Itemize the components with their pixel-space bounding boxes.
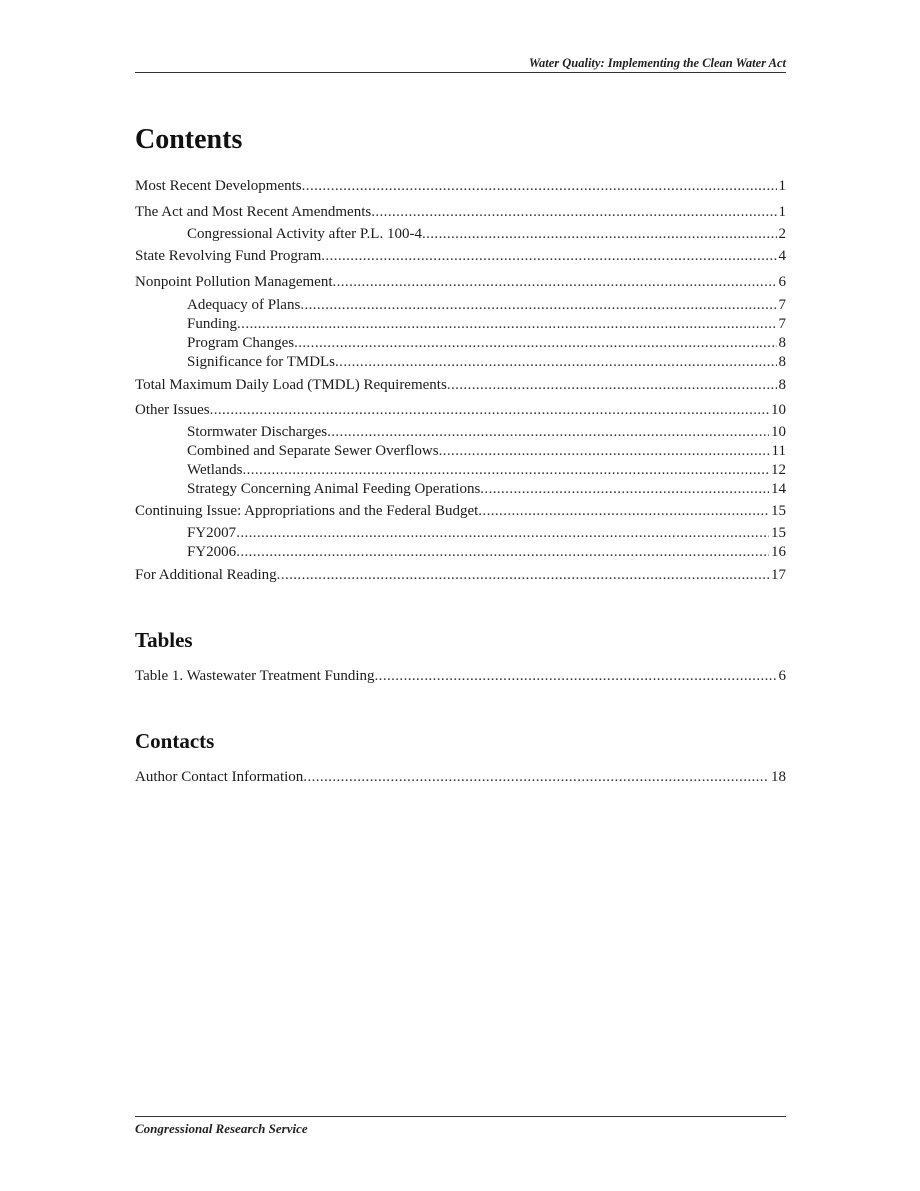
toc-entry-page: 8	[778, 335, 786, 351]
toc-subentry[interactable]	[187, 480, 786, 498]
dot-leader	[422, 225, 777, 243]
toc-subentry[interactable]	[187, 461, 786, 479]
toc-entry-page: 6	[778, 274, 786, 290]
dot-leader	[236, 524, 769, 542]
toc-entry-page: 10	[771, 402, 786, 418]
toc-entry-page: 18	[771, 769, 786, 785]
dot-leader	[303, 768, 769, 786]
toc-entry-page: 17	[771, 567, 786, 583]
toc-entry[interactable]	[135, 247, 786, 265]
toc-entry-title: Stormwater Discharges	[187, 424, 328, 440]
toc-entry-title: The Act and Most Recent Amendments	[135, 204, 372, 220]
toc-entry[interactable]	[135, 768, 786, 786]
header-rule	[135, 72, 786, 73]
dot-leader	[300, 296, 776, 314]
toc-entry-title: Most Recent Developments	[135, 178, 302, 194]
toc-entry-page: 14	[771, 481, 786, 497]
toc-entry-page: 12	[771, 462, 786, 478]
contents-heading: Contents	[135, 124, 243, 155]
toc-entry-page: 10	[771, 424, 786, 440]
toc-subentry[interactable]	[187, 524, 786, 542]
tables-heading: Tables	[135, 628, 193, 652]
document-page	[135, 0, 786, 1191]
dot-leader	[335, 353, 776, 371]
toc-entry-page: 7	[778, 297, 786, 313]
dot-leader	[478, 502, 769, 520]
dot-leader	[371, 203, 776, 221]
dot-leader	[327, 423, 769, 441]
toc-entry-title: Adequacy of Plans	[187, 297, 301, 313]
toc-entry-title: Wetlands	[187, 462, 243, 478]
dot-leader	[375, 667, 777, 685]
toc-entry-title: Nonpoint Pollution Management	[135, 274, 333, 290]
toc-entry-title: Funding	[187, 316, 238, 332]
toc-entry-page: 4	[778, 248, 786, 264]
toc-entry-title: Strategy Concerning Animal Feeding Operations	[187, 481, 481, 497]
toc-entry-page: 16	[771, 544, 786, 560]
toc-entry-page: 8	[778, 354, 786, 370]
toc-subentry[interactable]	[187, 442, 786, 460]
dot-leader	[294, 334, 776, 352]
footer-rule	[135, 1116, 786, 1117]
toc-entry-title: Total Maximum Daily Load (TMDL) Requirements	[135, 377, 447, 393]
toc-entry-title: FY2006	[187, 544, 237, 560]
toc-entry-title: Congressional Activity after P.L. 100-4	[187, 226, 422, 242]
toc-entry-page: 1	[778, 178, 786, 194]
dot-leader	[439, 442, 770, 460]
toc-subentry[interactable]	[187, 543, 786, 561]
toc-entry-page: 11	[771, 443, 786, 459]
toc-entry-title: Table 1. Wastewater Treatment Funding	[135, 668, 375, 684]
toc-entry-page: 15	[771, 525, 786, 541]
contacts-heading: Contacts	[135, 729, 215, 753]
toc-entry-page: 1	[778, 204, 786, 220]
dot-leader	[302, 177, 777, 195]
toc-entry-title: Significance for TMDLs	[187, 354, 336, 370]
toc-entry[interactable]	[135, 376, 786, 394]
dot-leader	[237, 315, 776, 333]
toc-subentry[interactable]	[187, 334, 786, 352]
toc-entry-page: 7	[778, 316, 786, 332]
dot-leader	[332, 273, 776, 291]
toc-entry-page: 8	[778, 377, 786, 393]
toc-entry-title: Combined and Separate Sewer Overflows	[187, 443, 439, 459]
toc-entry-page: 2	[778, 226, 786, 242]
toc-entry-title: State Revolving Fund Program	[135, 248, 322, 264]
dot-leader	[480, 480, 769, 498]
toc-entry[interactable]	[135, 401, 786, 419]
toc-entry-title: Continuing Issue: Appropriations and the Federal Budget	[135, 503, 479, 519]
toc-entry-page: 6	[778, 668, 786, 684]
toc-entry[interactable]	[135, 273, 786, 291]
running-header: Water Quality: Implementing the Clean Water Act	[528, 56, 786, 70]
toc-entry-title: Author Contact Information	[135, 769, 304, 785]
dot-leader	[236, 543, 769, 561]
dot-leader	[321, 247, 776, 265]
toc-entry-title: For Additional Reading	[135, 567, 277, 583]
toc-entry-page: 15	[771, 503, 786, 519]
dot-leader	[447, 376, 777, 394]
toc-entry[interactable]	[135, 177, 786, 195]
toc-subentry[interactable]	[187, 225, 786, 243]
dot-leader	[210, 401, 769, 419]
toc-subentry[interactable]	[187, 353, 786, 371]
toc-entry-title: Program Changes	[187, 335, 295, 351]
toc-subentry[interactable]	[187, 296, 786, 314]
toc-entry-title: FY2007	[187, 525, 237, 541]
toc-entry[interactable]	[135, 203, 786, 221]
toc-entry-title: Other Issues	[135, 402, 210, 418]
footer-text: Congressional Research Service	[135, 1121, 308, 1136]
toc-subentry[interactable]	[187, 315, 786, 333]
toc-subentry[interactable]	[187, 423, 786, 441]
toc-entry[interactable]	[135, 667, 786, 685]
dot-leader	[277, 566, 769, 584]
toc-entry[interactable]	[135, 566, 786, 584]
toc-entry[interactable]	[135, 502, 786, 520]
dot-leader	[242, 461, 769, 479]
